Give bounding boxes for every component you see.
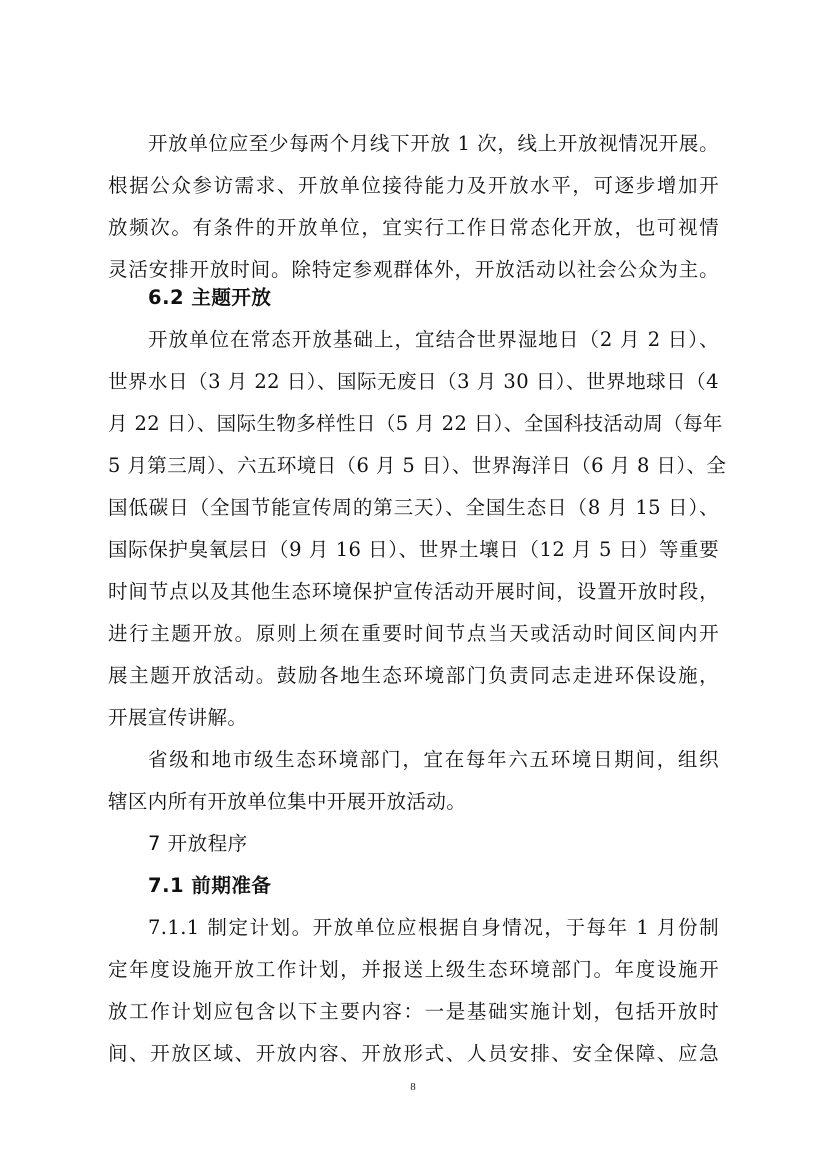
paragraph-line: 灵活安排开放时间。除特定参观群体外，开放活动以社会公众为主。 bbox=[108, 258, 719, 281]
paragraph-line: 放工作计划应包含以下主要内容：一是基础实施计划，包括开放时 bbox=[108, 1000, 719, 1023]
section-heading-7: 7 开放程序 bbox=[148, 832, 248, 855]
page-number: 8 bbox=[410, 1081, 416, 1093]
paragraph-line: 间、开放区域、开放内容、开放形式、人员安排、安全保障、应急 bbox=[108, 1042, 719, 1065]
paragraph-line: 省级和地市级生态环境部门，宜在每年六五环境日期间，组织 bbox=[148, 748, 719, 771]
section-heading-6-2: 6.2 主题开放 bbox=[148, 286, 272, 309]
paragraph-line: 开放单位在常态开放基础上，宜结合世界湿地日（2 月 2 日）、 bbox=[148, 328, 719, 351]
paragraph-line: 7.1.1 制定计划。开放单位应根据自身情况，于每年 1 月份制 bbox=[148, 916, 719, 939]
paragraph-line: 国低碳日（全国节能宣传周的第三天）、全国生态日（8 月 15 日）、 bbox=[108, 496, 719, 519]
paragraph-line: 时间节点以及其他生态环境保护宣传活动开展时间，设置开放时段， bbox=[108, 580, 719, 603]
paragraph-line: 定年度设施开放工作计划，并报送上级生态环境部门。年度设施开 bbox=[108, 958, 719, 981]
paragraph-line: 根据公众参访需求、开放单位接待能力及开放水平，可逐步增加开 bbox=[108, 174, 719, 197]
paragraph-line: 国际保护臭氧层日（9 月 16 日）、世界土壤日（12 月 5 日）等重要 bbox=[108, 538, 719, 561]
paragraph-line: 进行主题开放。原则上须在重要时间节点当天或活动时间区间内开 bbox=[108, 622, 719, 645]
paragraph-line: 辖区内所有开放单位集中开展开放活动。 bbox=[108, 790, 467, 813]
paragraph-line: 放频次。有条件的开放单位，宜实行工作日常态化开放，也可视情 bbox=[108, 216, 719, 239]
paragraph-line: 世界水日（3 月 22 日）、国际无废日（3 月 30 日）、世界地球日（4 bbox=[108, 370, 719, 393]
section-heading-7-1: 7.1 前期准备 bbox=[148, 874, 272, 897]
paragraph-line: 开展宣传讲解。 bbox=[108, 706, 248, 729]
paragraph-line: 月 22 日）、国际生物多样性日（5 月 22 日）、全国科技活动周（每年 bbox=[108, 412, 723, 435]
paragraph-line: 5 月第三周）、六五环境日（6 月 5 日）、世界海洋日（6 月 8 日）、全 bbox=[108, 454, 727, 477]
paragraph-line: 展主题开放活动。鼓励各地生态环境部门负责同志走进环保设施， bbox=[108, 664, 719, 687]
paragraph-line: 开放单位应至少每两个月线下开放 1 次，线上开放视情况开展。 bbox=[148, 132, 719, 155]
